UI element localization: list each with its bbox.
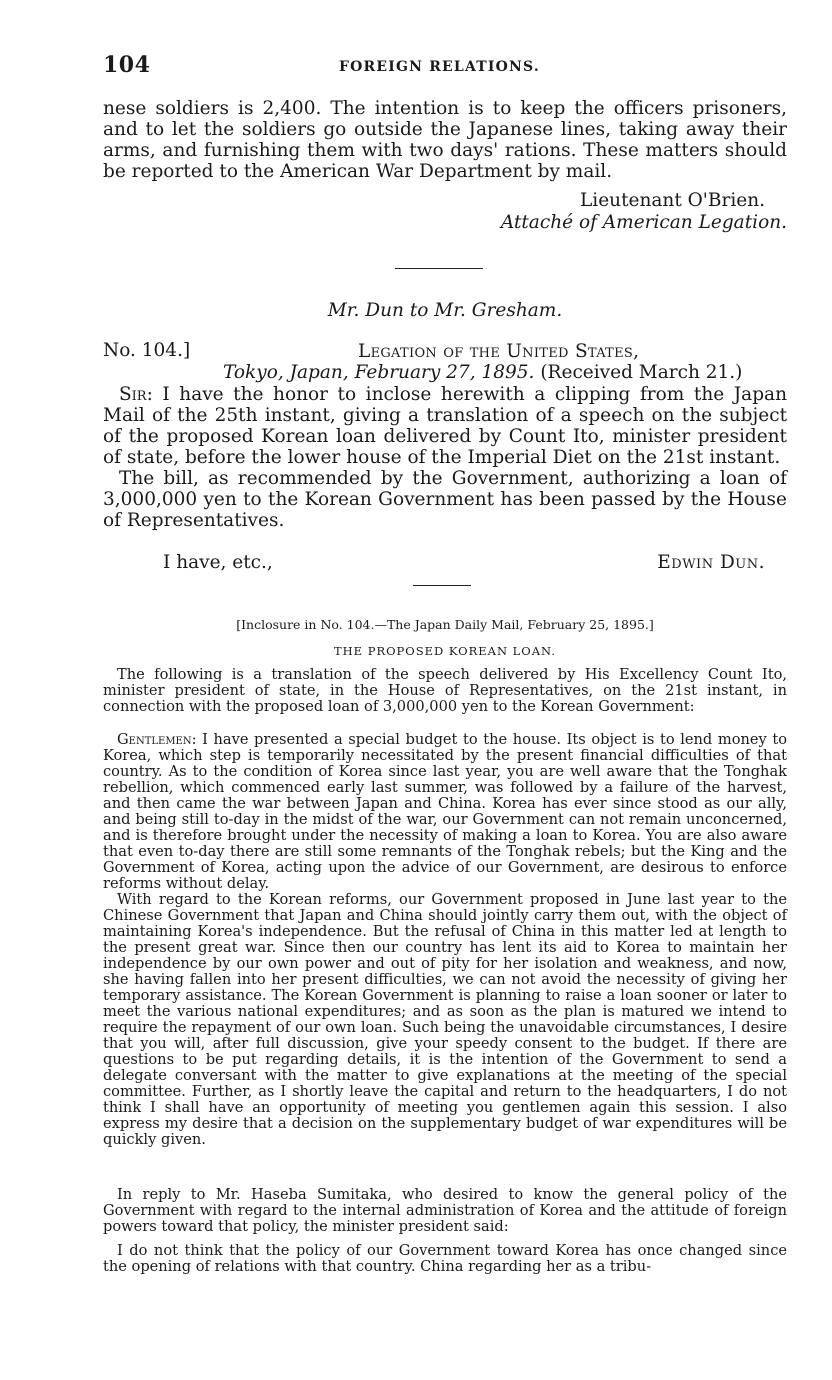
letter-paragraph: Sir: I have the honor to inclose herewith a clipping from the Japan Mail of the 25th instant, giving a translation of a speech on the subject of the proposed Korean loan delivered by Count Ito, minister president of state, before the lower house of the Imperial Diet on the 21st instant. [103, 384, 787, 468]
inclosure-intro: The following is a translation of the speech delivered by His Excellency Count Ito, minister president of state, in the House of Representatives, on the 21st instant, in connection with the proposed loan of 3,000,000 yen to the Korean Government: [103, 666, 787, 715]
continuation-signature [501, 190, 787, 233]
speech-body [103, 732, 787, 1148]
inclosure-title: THE PROPOSED KOREAN LOAN. [333, 644, 557, 658]
closing-phrase: I have, etc., [163, 552, 273, 573]
legation-line: Legation of the United States, [358, 341, 640, 362]
signature-name: Lieutenant O'Brien. [580, 190, 765, 211]
dateline [223, 362, 742, 383]
speech-salutation: Gentlemen: [117, 731, 197, 748]
section-divider [413, 585, 471, 586]
reply-intro: In reply to Mr. Haseba Sumitaka, who desired to know the general policy of the Government with regard to the internal administration of Korea and the attitude of foreign powers toward that policy, the minister president said: [103, 1186, 787, 1235]
page-number: 104 [103, 52, 151, 78]
letter-heading: Mr. Dun to Mr. Gresham. [327, 300, 563, 321]
section-divider [395, 268, 483, 269]
letter-body [103, 384, 787, 531]
received-date: (Received March 21.) [540, 362, 743, 383]
letter-paragraph: The bill, as recommended by the Government, authorizing a loan of 3,000,000 yen to the Korean Government has been passed by the House of Representatives. [103, 468, 787, 531]
document-number: No. 104.] [103, 340, 191, 361]
signer-name: Edwin Dun. [657, 552, 765, 573]
running-title: FOREIGN RELATIONS. [339, 59, 540, 75]
place-date: Tokyo, Japan, February 27, 1895. [223, 362, 535, 383]
reply-body: I do not think that the policy of our Government toward Korea has once changed since the opening of relations with that country. China regarding her as a tribu- [103, 1242, 787, 1275]
speech-paragraph: With regard to the Korean reforms, our Government proposed in June last year to the Chinese Government that Japan and China should jointly carry them out, with the object of maintaining Korea's independence. But the refusal of China in this matter led at length to the present great war. Since then our country has lent its aid to Korea to maintain her independence by our own power and out of pity for her isolation and weakness, and now, she having fallen into her present difficulties, we can not avoid the necessity of giving her temporary assistance. The Korean Government is planning to raise a loan sooner or later to meet the various national expenditures; and as soon as the plan is matured we intend to require the repayment of our own loan. Such being the unavoidable circumstances, I desire that you will, after full discussion, give your speedy consent to the budget. If there are questions to be put regarding details, it is the intention of the Government to send a delegate conversant with the matter to give explanations at the meeting of the special committee. Further, as I shortly leave the capital and return to the headquarters, I do not think I shall have an opportunity of meeting you gentlemen again this session. I also express my desire that a decision on the supplementary budget of war expenditures will be quickly given. [103, 891, 787, 1148]
inclosure-label: [Inclosure in No. 104.—The Japan Daily Mail, February 25, 1895.] [236, 617, 654, 632]
continuation-paragraph: nese soldiers is 2,400. The intention is to keep the officers prisoners, and to let the soldiers go outside the Japanese lines, taking away their arms, and furnishing them with two days' rations. These matters should be reported to the American War Department by mail. [103, 98, 787, 182]
page-header [103, 52, 787, 82]
signature-title: Attaché of American Legation. [500, 212, 787, 233]
speech-paragraph: Gentlemen: I have presented a special budget to the house. Its object is to lend money to Korea, which step is temporarily necessitated by the present financial difficulties of that country. As to the condition of Korea since last year, you are well aware that the Tonghak rebellion, which commenced early last summer, was followed by a failure of the harvest, and then came the war between Japan and China. Korea has ever since stood as our ally, and being still to-day in the midst of the war, our Government can not remain unconcerned, and is therefore brought under the necessity of making a loan to Korea. You are also aware that even to-day there are still some remnants of the Tonghak rebels; but the King and the Government of Korea, acting upon the advice of our Government, are desirous to enforce reforms without delay. [103, 731, 787, 892]
salutation: Sir: [119, 384, 153, 405]
